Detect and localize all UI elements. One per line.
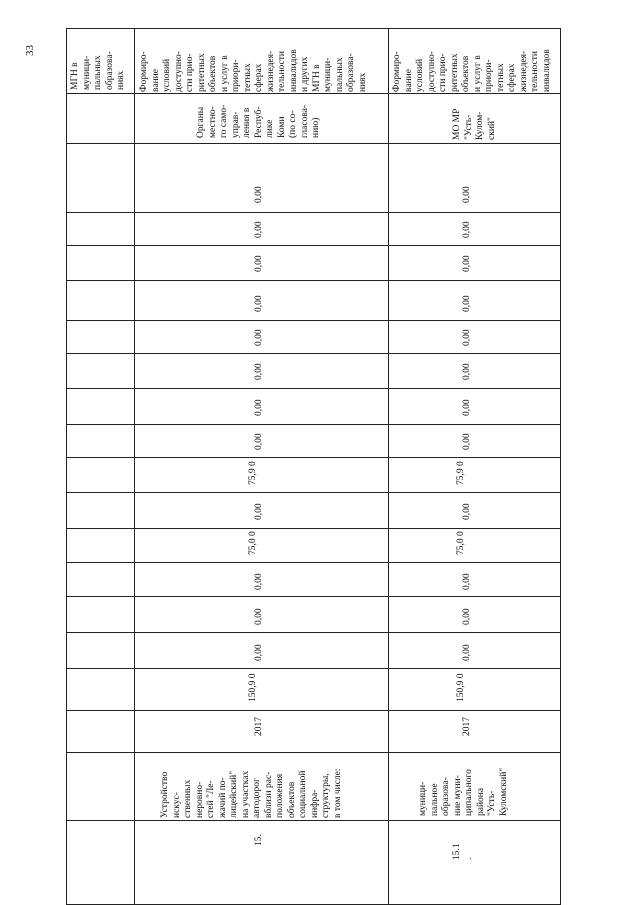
table-line [66,28,67,905]
table-line [66,820,560,821]
row15-1-total: 150,9 0 [456,673,466,702]
row15-value-10: 0,00 [254,329,264,346]
row15-number: 15. [254,834,264,846]
table-line [66,353,560,354]
row15-value-9: 0,00 [254,363,264,380]
row15-value-2: 0,00 [254,608,264,625]
row15-value-4: 75,0 0 [248,531,258,555]
row15-1-value-7: 0,00 [462,433,472,450]
row15-value-6: 75,9 0 [248,461,258,485]
row15-1-goal: Формиро- вание условий доступно- сти прио- ритетных объектов и услуг в приори- тетных сферах жизнедея- тельности инвалидов [392,49,552,92]
table-line [66,212,560,213]
row15-value-8: 0,00 [254,399,264,416]
row15-1-value-3: 0,00 [462,573,472,590]
row15-year: 2017 [254,717,264,736]
table-line [388,28,389,905]
row15-value-1: 0,00 [254,644,264,661]
table-line [66,388,560,389]
table-line [66,424,560,425]
table-line [66,528,560,529]
row15-1-value-4: 75,0 0 [456,531,466,555]
row15-value-3: 0,00 [254,573,264,590]
table-line [66,668,560,669]
table-line [66,320,560,321]
row15-1-value-2: 0,00 [462,608,472,625]
table-line [66,245,560,246]
table-line [66,596,560,597]
row15-value-12: 0,00 [254,255,264,272]
table-line [66,752,560,753]
row15-value-14: 0,00 [254,186,264,203]
table-line [66,562,560,563]
row15-value-5: 0,00 [254,503,264,520]
row15-1-year: 2017 [462,717,472,736]
row15-1-value-11: 0,00 [462,295,472,312]
table-line [66,632,560,633]
row15-1-value-5: 0,00 [462,503,472,520]
table-line [66,28,560,29]
row15-total: 150,9 0 [248,673,258,702]
table-line [66,93,560,94]
row15-value-13: 0,00 [254,221,264,238]
table-line [560,28,561,905]
table-line [134,28,135,905]
row15-description: Устройство искус- ственных неровно- стей "Ле- жачий по- лицейский" на участках автодорог вблизи рас- положения объектов социальной инфра- структуры, в том числе: [160,768,343,818]
row15-1-value-13: 0,00 [462,221,472,238]
prev-row-goal: Формиро- вание условий доступно- сти прио- ритетных объектов и услуг в приори- тетных сферах жизнедея- тельности инвалидов и других МГН в муници- пальных образова- ниях [139,49,368,92]
prev-row-description-tail: МГН в муници- пальных образова- ниях [70,51,126,90]
row15-value-11: 0,00 [254,295,264,312]
table-line [66,280,560,281]
row15-1-value-10: 0,00 [462,329,472,346]
row15-1-description: муници- пальное образова- ние муни- ципального района "Усть- Куломский" [418,767,509,816]
table-line [66,710,560,711]
row15-1-value-1: 0,00 [462,644,472,661]
row15-1-value-9: 0,00 [462,363,472,380]
table-line [66,143,560,144]
page-number: 33 [24,45,36,56]
row15-1-value-8: 0,00 [462,399,472,416]
table-line [66,457,560,458]
table-line [66,492,560,493]
row15-1-executor: МО МР "Усть- Кулом- ский" [452,108,497,140]
row15-1-value-14: 0,00 [462,186,472,203]
row15-1-number: 15.1 . [452,843,474,860]
row15-1-value-6: 75,9 0 [456,461,466,485]
row15-executor: Органы местно- го само- управ- ления в Респуб- лике Коми (по со- гласова- нию) [196,104,321,138]
row15-1-value-12: 0,00 [462,255,472,272]
row15-value-7: 0,00 [254,433,264,450]
